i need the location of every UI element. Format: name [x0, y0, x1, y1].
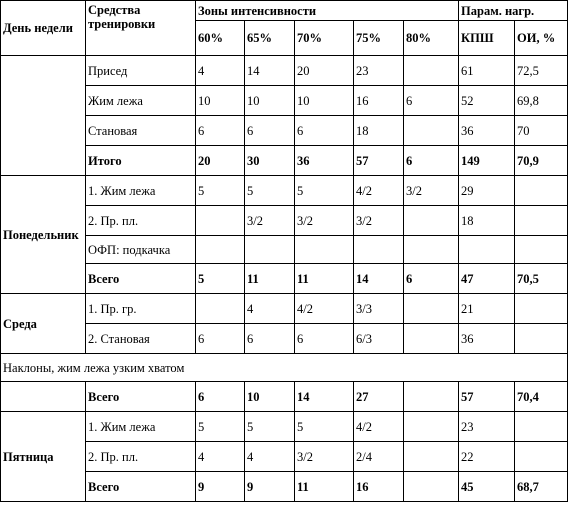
- zone-value: 14: [245, 56, 295, 86]
- zone-value: 16: [354, 472, 404, 502]
- oi-value: 70,5: [515, 264, 568, 294]
- zone-value: 36: [295, 146, 354, 176]
- zone-value: [404, 56, 459, 86]
- oi-value: [515, 206, 568, 236]
- zone-value: 14: [354, 264, 404, 294]
- zone-value: 14: [295, 382, 354, 412]
- oi-value: [515, 294, 568, 324]
- zone-value: 30: [245, 146, 295, 176]
- oi-value: 68,7: [515, 472, 568, 502]
- zone-value: 10: [245, 86, 295, 116]
- table-row: [1, 324, 568, 354]
- ofp-label: ОФП: подкачка: [86, 236, 196, 264]
- oi-value: 70,4: [515, 382, 568, 412]
- oi-value: [515, 324, 568, 354]
- table-row: [1, 116, 568, 146]
- header-row-1: [1, 1, 568, 21]
- total-row: [1, 264, 568, 294]
- zone-value: [404, 412, 459, 442]
- zone-value: 4/2: [354, 176, 404, 206]
- kpsh-value: 52: [459, 86, 515, 116]
- zones-header: Зоны интенсивности: [196, 1, 459, 21]
- zone-header: 65%: [245, 21, 295, 56]
- kpsh-value: 45: [459, 472, 515, 502]
- zone-header: 80%: [404, 21, 459, 56]
- oi-value: 72,5: [515, 56, 568, 86]
- zone-value: 18: [354, 116, 404, 146]
- means-column-header: Средства тренировки: [86, 1, 196, 56]
- total-label: Итого: [86, 146, 196, 176]
- zone-value: 4/2: [295, 294, 354, 324]
- zone-value: 5: [196, 264, 245, 294]
- kpsh-value: 61: [459, 56, 515, 86]
- params-header: Парам. нагр.: [459, 1, 568, 21]
- zone-value: [404, 472, 459, 502]
- oi-value: 70: [515, 116, 568, 146]
- exercise-name: Присед: [86, 56, 196, 86]
- zone-value: 23: [354, 56, 404, 86]
- exercise-name: 1. Жим лежа: [86, 176, 196, 206]
- zone-value: 5: [196, 176, 245, 206]
- zone-value: 20: [295, 56, 354, 86]
- zone-value: 11: [295, 472, 354, 502]
- zone-value: 6: [196, 382, 245, 412]
- zone-value: 4/2: [354, 412, 404, 442]
- zone-value: 11: [245, 264, 295, 294]
- zone-value: 5: [196, 412, 245, 442]
- total-label: Всего: [86, 472, 196, 502]
- kpsh-value: 22: [459, 442, 515, 472]
- kpsh-value: 47: [459, 264, 515, 294]
- kpsh-value: 21: [459, 294, 515, 324]
- wednesday-note: Наклоны, жим лежа узким хватом: [1, 354, 568, 382]
- zone-value: [404, 382, 459, 412]
- zone-value: 27: [354, 382, 404, 412]
- table-row: [1, 412, 568, 442]
- note-row: [1, 354, 568, 382]
- zone-value: 57: [354, 146, 404, 176]
- oi-value: [515, 176, 568, 206]
- exercise-name: 2. Становая: [86, 324, 196, 354]
- empty-cell: [354, 236, 404, 264]
- zone-value: [404, 116, 459, 146]
- kpsh-value: 23: [459, 412, 515, 442]
- zone-value: 3/2: [404, 176, 459, 206]
- zone-value: 6: [295, 116, 354, 146]
- zone-value: 4: [196, 56, 245, 86]
- exercise-name: Жим лежа: [86, 86, 196, 116]
- oi-value: 70,9: [515, 146, 568, 176]
- zone-value: 5: [245, 176, 295, 206]
- zone-header: 70%: [295, 21, 354, 56]
- zone-value: [196, 294, 245, 324]
- total-label: Всего: [86, 382, 196, 412]
- zone-value: 4: [245, 442, 295, 472]
- zone-value: 6: [404, 146, 459, 176]
- kpsh-value: 57: [459, 382, 515, 412]
- exercise-name: 2. Пр. пл.: [86, 442, 196, 472]
- zone-value: 20: [196, 146, 245, 176]
- exercise-name: 1. Пр. гр.: [86, 294, 196, 324]
- zone-value: 6: [245, 324, 295, 354]
- zone-value: [404, 442, 459, 472]
- empty-cell: [196, 236, 245, 264]
- day-cell: [1, 56, 86, 176]
- zone-value: 5: [295, 176, 354, 206]
- table-row: [1, 176, 568, 206]
- zone-value: 6: [295, 324, 354, 354]
- zone-value: 10: [245, 382, 295, 412]
- zone-value: 3/2: [295, 206, 354, 236]
- zone-value: 9: [196, 472, 245, 502]
- day-column-header: День недели: [1, 1, 86, 56]
- zone-value: [404, 324, 459, 354]
- exercise-name: 2. Пр. пл.: [86, 206, 196, 236]
- zone-value: 4: [196, 442, 245, 472]
- zone-value: 3/3: [354, 294, 404, 324]
- table-row: [1, 86, 568, 116]
- zone-value: [404, 206, 459, 236]
- empty-cell: [295, 236, 354, 264]
- oi-value: 69,8: [515, 86, 568, 116]
- zone-value: 16: [354, 86, 404, 116]
- table-row: [1, 56, 568, 86]
- exercise-name: Становая: [86, 116, 196, 146]
- zone-value: 2/4: [354, 442, 404, 472]
- zone-value: 6: [196, 116, 245, 146]
- zone-value: 6/3: [354, 324, 404, 354]
- exercise-name: 1. Жим лежа: [86, 412, 196, 442]
- kpsh-value: 36: [459, 324, 515, 354]
- total-row: [1, 472, 568, 502]
- zone-value: 9: [245, 472, 295, 502]
- zone-value: [404, 294, 459, 324]
- day-cell: [1, 382, 86, 412]
- oi-value: [515, 442, 568, 472]
- zone-value: 11: [295, 264, 354, 294]
- zone-value: 10: [196, 86, 245, 116]
- kpsh-value: 18: [459, 206, 515, 236]
- zone-value: 4: [245, 294, 295, 324]
- day-label-friday: Пятница: [1, 412, 86, 502]
- zone-value: 6: [404, 264, 459, 294]
- total-row: [1, 146, 568, 176]
- zone-value: 6: [245, 116, 295, 146]
- day-label-monday: Понедельник: [1, 176, 86, 294]
- zone-value: 3/2: [354, 206, 404, 236]
- kpsh-value: 29: [459, 176, 515, 206]
- empty-cell: [515, 236, 568, 264]
- zone-value: 6: [404, 86, 459, 116]
- oi-value: [515, 412, 568, 442]
- zone-value: 5: [245, 412, 295, 442]
- table-row: [1, 442, 568, 472]
- kpsh-value: 36: [459, 116, 515, 146]
- zone-header: 60%: [196, 21, 245, 56]
- zone-value: 3/2: [245, 206, 295, 236]
- ofp-row: [1, 236, 568, 264]
- total-label: Всего: [86, 264, 196, 294]
- zone-value: 10: [295, 86, 354, 116]
- empty-cell: [459, 236, 515, 264]
- total-row: [1, 382, 568, 412]
- zone-header: 75%: [354, 21, 404, 56]
- kpsh-header: КПШ: [459, 21, 515, 56]
- zone-value: 6: [196, 324, 245, 354]
- table-row: [1, 206, 568, 236]
- zone-value: 5: [295, 412, 354, 442]
- oi-header: ОИ, %: [515, 21, 568, 56]
- empty-cell: [404, 236, 459, 264]
- table-row: [1, 294, 568, 324]
- empty-cell: [245, 236, 295, 264]
- day-label-wednesday: Среда: [1, 294, 86, 354]
- zone-value: 3/2: [295, 442, 354, 472]
- kpsh-value: 149: [459, 146, 515, 176]
- zone-value: [196, 206, 245, 236]
